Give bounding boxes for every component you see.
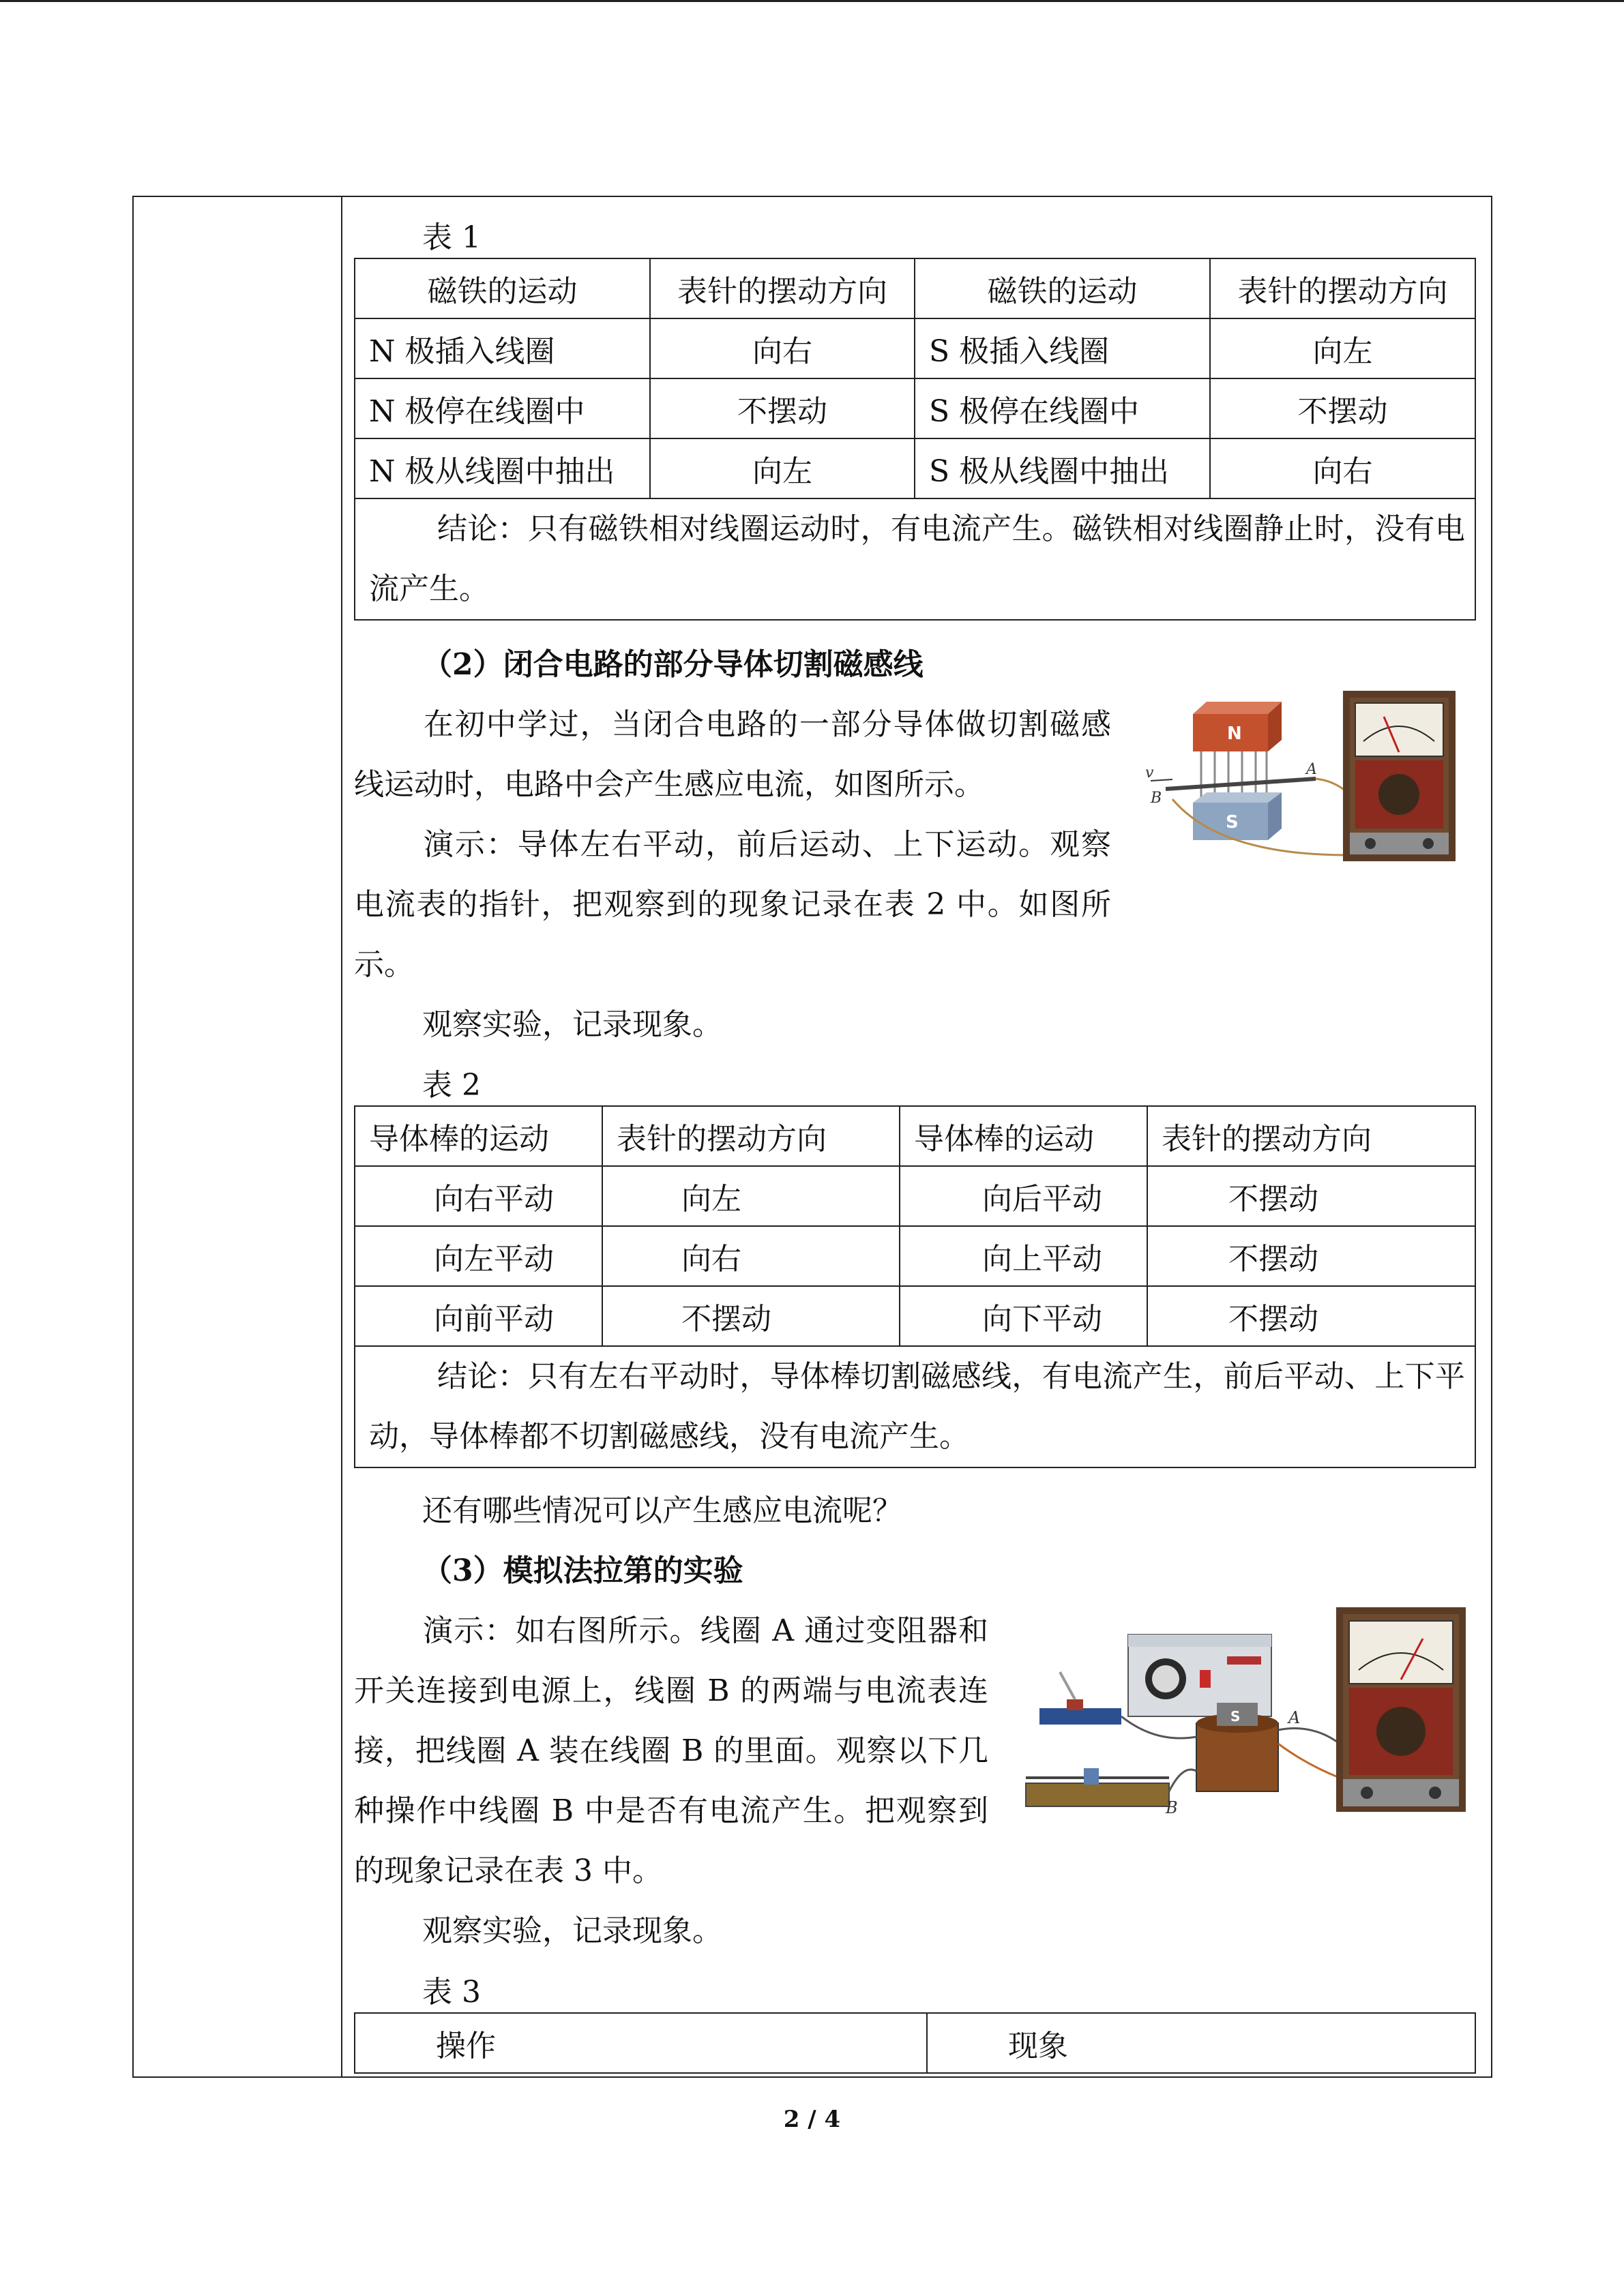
table-cell: N 极从线圈中抽出 <box>355 438 650 498</box>
section3-heading: （3）模拟法拉第的实验 <box>422 1553 743 1588</box>
section3-paragraph-1 <box>354 1601 988 1901</box>
table-cell: 不摆动 <box>650 378 915 438</box>
table-3 <box>354 2012 1476 2074</box>
table3-caption: 表 3 <box>422 1975 481 2010</box>
table-cell: 向前平动 <box>355 1286 602 1346</box>
table-cell: 不摆动 <box>1147 1166 1475 1226</box>
table-cell: S 极停在线圈中 <box>915 378 1210 438</box>
table-cell: 向右 <box>650 318 915 378</box>
magnet-s-label: S <box>1226 812 1239 833</box>
table3-header-cell: 现象 <box>927 2013 1475 2073</box>
table1-header-cell: 表针的摆动方向 <box>1210 258 1475 318</box>
section2-paragraph-3-text: 观察实验，记录现象。 <box>422 1007 722 1042</box>
table-cell: 向下平动 <box>900 1286 1147 1346</box>
table-cell: 不摆动 <box>1147 1286 1475 1346</box>
table-row <box>355 1286 1475 1346</box>
table-cell: 不摆动 <box>1147 1226 1475 1286</box>
table1-header-cell: 磁铁的运动 <box>915 258 1210 318</box>
page-number: 2 / 4 <box>783 2106 841 2133</box>
table-2 <box>354 1105 1476 1468</box>
table3-header-row <box>355 2013 1475 2073</box>
table1-header-row <box>355 258 1475 318</box>
table3-header-cell: 操作 <box>355 2013 927 2073</box>
table-cell: 不摆动 <box>1210 378 1475 438</box>
coil-s-label: S <box>1230 1708 1241 1725</box>
table-row <box>355 318 1475 378</box>
table2-header-row <box>355 1106 1475 1166</box>
table1-header-cell: 磁铁的运动 <box>355 258 650 318</box>
table-cell: 向右平动 <box>355 1166 602 1226</box>
magnet-n-label: N <box>1227 724 1242 744</box>
section3-paragraph-1-text: 演示：如右图所示。线圈 A 通过变阻器和开关连接到电源上，线圈 B 的两端与电流表连接，把线圈 A 装在线圈 B 的里面。观察以下几种操作中线圈 B 中是否有电流产生。把观察到的现象记录在表 3 中。 <box>354 1613 988 1888</box>
top-rule <box>0 0 1624 2</box>
table-cell: 向左 <box>602 1166 900 1226</box>
conductor-cutting-figure <box>1145 687 1459 871</box>
table-cell: 向上平动 <box>900 1226 1147 1286</box>
table-cell: S 极插入线圈 <box>915 318 1210 378</box>
table2-conclusion-row <box>355 1346 1475 1467</box>
content-cell <box>354 196 1479 2078</box>
table-row <box>355 438 1475 498</box>
table1-header-cell: 表针的摆动方向 <box>650 258 915 318</box>
table1-conclusion-row <box>355 498 1475 620</box>
velocity-label: v <box>1145 764 1154 781</box>
table2-caption: 表 2 <box>422 1068 481 1103</box>
coil-b-label: B <box>1166 1798 1178 1817</box>
section2-paragraph-2 <box>354 815 1111 995</box>
table1-caption: 表 1 <box>422 220 481 255</box>
column-divider <box>341 197 342 2076</box>
table-cell: S 极从线圈中抽出 <box>915 438 1210 498</box>
section3-paragraph-2-text: 观察实验，记录现象。 <box>422 1913 722 1948</box>
table-cell: N 极插入线圈 <box>355 318 650 378</box>
table2-header-cell: 表针的摆动方向 <box>1147 1106 1475 1166</box>
section2-paragraph-3 <box>354 995 1111 1055</box>
table-1 <box>354 258 1476 621</box>
rod-end-b-label: B <box>1151 790 1162 807</box>
table-cell: 向左 <box>1210 318 1475 378</box>
table2-header-cell: 导体棒的运动 <box>355 1106 602 1166</box>
section3-paragraph-2 <box>354 1901 988 1961</box>
table2-header-cell: 表针的摆动方向 <box>602 1106 900 1166</box>
table-cell: 向右 <box>602 1226 900 1286</box>
table2-conclusion: 结论：只有左右平动时，导体棒切割磁感线，有电流产生，前后平动、上下平动，导体棒都不切割磁感线，没有电流产生。 <box>355 1346 1475 1467</box>
rod-end-a-label: A <box>1306 761 1317 778</box>
table-cell: 向后平动 <box>900 1166 1147 1226</box>
table-row <box>355 378 1475 438</box>
table-cell: 不摆动 <box>602 1286 900 1346</box>
table-cell: N 极停在线圈中 <box>355 378 650 438</box>
section2-paragraph-1 <box>354 695 1111 815</box>
table-row <box>355 1226 1475 1286</box>
question-text: 还有哪些情况可以产生感应电流呢？ <box>422 1493 902 1528</box>
table-row <box>355 1166 1475 1226</box>
section2-heading: （2）闭合电路的部分导体切割磁感线 <box>422 647 924 682</box>
table-cell: 向右 <box>1210 438 1475 498</box>
table-cell: 向左平动 <box>355 1226 602 1286</box>
section2-paragraph-1-text: 在初中学过，当闭合电路的一部分导体做切割磁感线运动时，电路中会产生感应电流，如图所示。 <box>354 707 1111 802</box>
faraday-experiment-figure <box>1019 1607 1469 1825</box>
table-cell: 向左 <box>650 438 915 498</box>
coil-a-label: A <box>1288 1708 1301 1727</box>
table1-conclusion: 结论：只有磁铁相对线圈运动时，有电流产生。磁铁相对线圈静止时，没有电流产生。 <box>355 498 1475 620</box>
table2-header-cell: 导体棒的运动 <box>900 1106 1147 1166</box>
section2-paragraph-2-text: 演示：导体左右平动，前后运动、上下运动。观察电流表的指针，把观察到的现象记录在表 2 中。如图所示。 <box>354 827 1111 982</box>
